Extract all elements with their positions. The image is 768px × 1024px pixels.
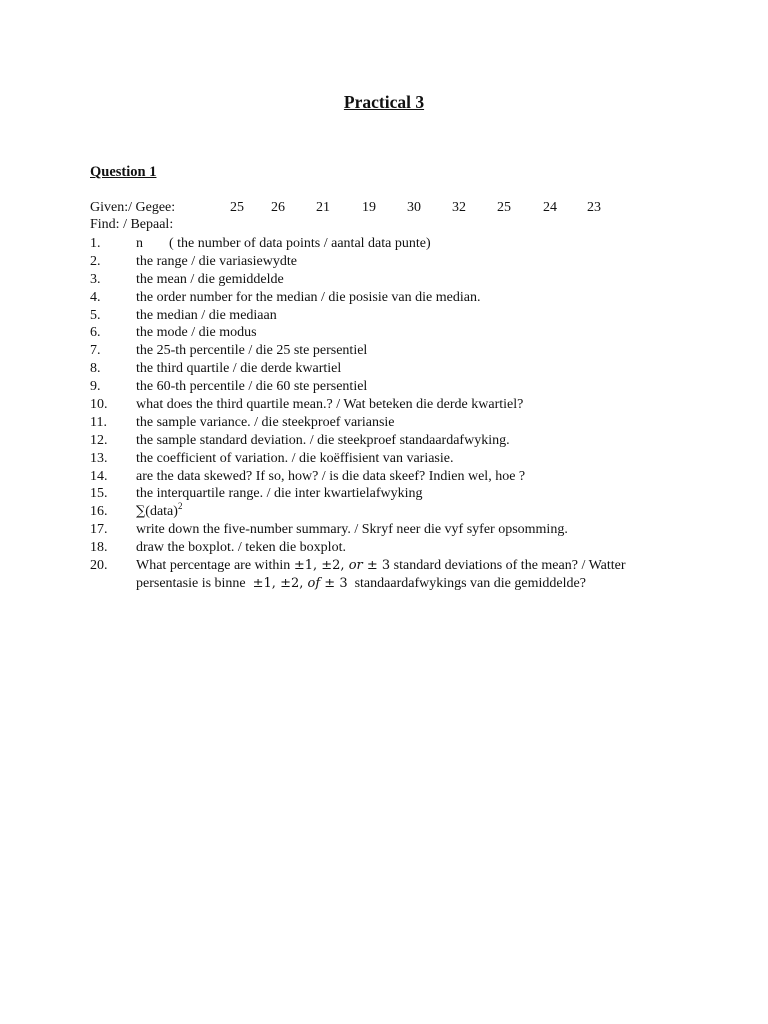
math-part: ± 3 bbox=[366, 558, 391, 574]
given-value: 23 bbox=[587, 200, 601, 215]
given-value: 32 bbox=[452, 200, 466, 215]
list-item bbox=[90, 253, 710, 271]
math-part: ± 3 bbox=[324, 575, 348, 591]
given-value: 19 bbox=[362, 200, 376, 215]
item-description: ( the number of data points / aantal data punte) bbox=[169, 236, 431, 251]
list-item bbox=[90, 396, 710, 414]
item-text: what does the third quartile mean.? / Wat beteken die derde kwartiel? bbox=[136, 397, 524, 413]
list-item bbox=[90, 324, 710, 342]
list-item bbox=[90, 289, 710, 307]
item-text: the sample variance. / die steekproef variansie bbox=[136, 414, 395, 430]
given-value: 25 bbox=[230, 200, 244, 215]
item-number: 15. bbox=[90, 486, 108, 502]
item-number: 16. bbox=[90, 504, 108, 520]
item-prefix: n bbox=[136, 236, 143, 251]
item-number: 1. bbox=[90, 236, 101, 251]
item-text: the third quartile / die derde kwartiel bbox=[136, 361, 342, 377]
item-text: are the data skewed? If so, how? / is die data skeef? Indien wel, hoe ? bbox=[136, 468, 526, 484]
list-item bbox=[90, 307, 710, 325]
item-number: 17. bbox=[90, 522, 108, 538]
list-item bbox=[90, 450, 710, 468]
item-text-part: persentasie is binne bbox=[136, 575, 246, 591]
given-row bbox=[90, 200, 730, 218]
list-item bbox=[90, 342, 710, 360]
item-number: 7. bbox=[90, 343, 101, 359]
math-expression bbox=[294, 558, 390, 573]
item-number: 18. bbox=[90, 540, 108, 556]
item-text: the 60-th percentile / die 60 ste persentiel bbox=[136, 379, 368, 395]
item-text-part: standard deviations of the mean? / Watter bbox=[393, 558, 626, 574]
math-part: ±1, ±2, bbox=[293, 558, 345, 574]
item-line-2 bbox=[136, 575, 716, 593]
item-text: the coefficient of variation. / die koëffisient van variasie. bbox=[136, 450, 454, 466]
list-item bbox=[90, 378, 710, 396]
given-value: 25 bbox=[497, 200, 511, 215]
list-item bbox=[90, 271, 710, 289]
item-number: 13. bbox=[90, 450, 108, 466]
item-text: draw the boxplot. / teken die boxplot. bbox=[136, 540, 346, 556]
given-value: 21 bbox=[316, 200, 330, 215]
item-text: write down the five-number summary. / Skryf neer die vyf syfer opsomming. bbox=[136, 522, 568, 538]
item-text: the interquartile range. / die inter kwartielafwyking bbox=[136, 486, 423, 502]
list-item bbox=[90, 557, 710, 593]
item-line-1 bbox=[136, 557, 716, 575]
page-title: Practical 3 bbox=[343, 92, 425, 112]
given-value: 24 bbox=[543, 200, 557, 215]
list-item bbox=[90, 539, 710, 557]
item-number: 3. bbox=[90, 271, 101, 287]
list-item bbox=[90, 414, 710, 432]
list-item bbox=[90, 360, 710, 378]
item-text bbox=[136, 500, 716, 521]
item-text-part: What percentage are within bbox=[136, 558, 291, 574]
find-label: Find: / Bepaal: bbox=[90, 217, 174, 232]
item-number: 11. bbox=[90, 414, 107, 430]
list-item bbox=[90, 485, 710, 503]
given-label: Given:/ Gegee: bbox=[90, 200, 176, 215]
math-part: ±1, ±2, bbox=[252, 575, 304, 591]
item-text: the mean / die gemiddelde bbox=[136, 271, 284, 287]
math-part: or bbox=[348, 558, 363, 574]
list-item bbox=[90, 235, 710, 253]
item-number: 20. bbox=[90, 558, 108, 574]
item-text bbox=[136, 557, 716, 593]
item-number: 9. bbox=[90, 379, 101, 395]
given-value: 30 bbox=[407, 200, 421, 215]
math-expression bbox=[253, 576, 348, 591]
item-text: the 25-th percentile / die 25 ste persentiel bbox=[136, 343, 368, 359]
item-text: the sample standard deviation. / die steekproef standaardafwyking. bbox=[136, 432, 510, 448]
math-part: of bbox=[307, 575, 321, 591]
superscript: 2 bbox=[177, 500, 183, 511]
item-text: the range / die variasiewydte bbox=[136, 253, 297, 269]
item-number: 6. bbox=[90, 325, 101, 341]
item-number: 5. bbox=[90, 307, 101, 323]
item-text-part: standaardafwykings van die gemiddelde? bbox=[354, 575, 586, 591]
summation-symbol: ∑ bbox=[136, 504, 146, 520]
item-number: 10. bbox=[90, 397, 108, 413]
list-item bbox=[90, 521, 710, 539]
question-heading: Question 1 bbox=[90, 164, 157, 180]
list-item bbox=[90, 500, 710, 521]
list-item bbox=[90, 432, 710, 450]
item-text bbox=[136, 235, 716, 253]
item-number: 4. bbox=[90, 289, 101, 305]
item-number: 2. bbox=[90, 253, 101, 269]
item-text: the mode / die modus bbox=[136, 325, 257, 341]
item-number: 12. bbox=[90, 432, 108, 448]
given-value: 26 bbox=[271, 200, 285, 215]
question-list bbox=[90, 235, 710, 593]
item-number: 14. bbox=[90, 468, 108, 484]
item-text: the median / die mediaan bbox=[136, 307, 277, 323]
item-text: the order number for the median / die posisie van die median. bbox=[136, 289, 481, 305]
item-number: 8. bbox=[90, 361, 101, 377]
list-item bbox=[90, 468, 710, 486]
item-description: (data) bbox=[145, 504, 178, 520]
